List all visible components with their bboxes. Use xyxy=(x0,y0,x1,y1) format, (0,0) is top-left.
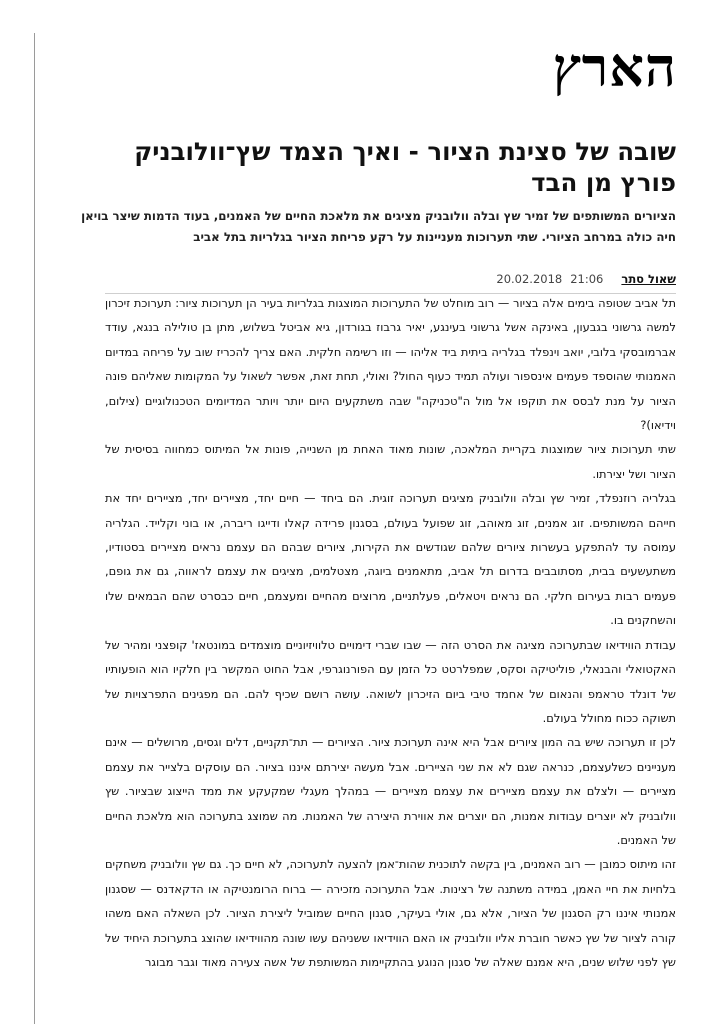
haaretz-logo[interactable]: הארץ xyxy=(552,35,677,99)
publish-time: 21:06 xyxy=(570,272,604,286)
article-paragraph: עבודת הווידיאו שבתערוכה מציגה את הסרט הזה — שבו שברי דימויים טלוויזיוניים מוצמדים במונטאז' קופצני ומהיר של האקטואלי והבנאלי, פוליטיקה וסקס, שמפלרטט כל הזמן עם הפורנוגרפי, אבל החוט המקשר בין חלקיו הוא הופעותיו של דונלד טראמפ והנאום של אחמד טיבי ביום הזיכרון לשואה. עושה רושם שכיף להם. הם מפגינים התפרצויות של תשוקה ככוח מחולל בעולם. xyxy=(105,637,676,725)
article-paragraph: זהו מיתוס כמובן — רוב האמנים, בין בקשה לתוכנית שהות־אמן להצעה לתערוכה, לא חיים כך. גם שץ וולובניק משחקים בלחיות את חיי האמן, במידה משתנה של רצינות. אבל התערוכה מזכירה — ברוח הרומנטיקה או הדקאדנס — שסגנון אמנותי איננו רק הסגנון של הציור, אלא גם, אולי בעיקר, סגנון החיים שמוביל ליצירת הציור. לכן השאלה האם משהו קורה לציור של שץ כאשר חוברת אליו וולובניק או האם הווידיאו ששניהם עשו שונה מהווידיאו שהוצג בתערוכת היחיד של שץ לפני שלוש שנים, היא אמנם שאלה של סגנון הנוגע בהתקיימות המשותפת של אשה צעירה מאוד וגבר מבוגר xyxy=(105,857,676,969)
article-paragraph: שתי תערוכות ציור שמוצגות בקריית המלאכה, שונות מאוד האחת מן השנייה, פונות אל המיתוס כמחווה בסיסית של הציור ושל יצירתו. xyxy=(105,442,676,481)
byline xyxy=(488,272,676,286)
publish-date: 20.02.2018 xyxy=(496,272,563,286)
article-paragraph: בגלריה רוזנפלד, זמיר שץ ובלה וולובניק מציגים תערוכה זוגית. הם ביחד — חיים יחד, מציירים יחד, מציירים יחד את חייהם המשותפים. זוג אמנים, זוג מאוהב, זוג שפועל בעולם, בסגנון פרידה קאלו ודייגו ריברה, או בוני וקלייד. הגלריה עמוסה עד להתפקע בעשרות ציורים שלהם שגודשים את הקירות, ציורים שבהם הם עצמם נראים מציירים בסטודיו, משתעשעים בבית, מסתובבים בדרום תל אביב, מתאמנים ביוגה, מצטלמים, מציגים את עצמם לראווה, גם את גופם, פעמים רבות בעירום חלקי. הם נראים ויטאלים, פעלתניים, מרוצים מהחיים ומעצמם, חיים כבסרט שהם הבמאים שלו והשחקנים בו. xyxy=(105,491,676,628)
page-margin-line xyxy=(34,33,35,1024)
article-body xyxy=(105,291,676,974)
author-link[interactable]: שאול סתר xyxy=(621,272,676,286)
article-paragraph: תל אביב שטופה בימים אלה בציור — רוב מוחלט של התערוכות המוצגות בגלריות בעיר הן תערוכות ציור: תערוכת זיכרון למשה גרשוני בגבעון, באינקה אשל גרשוני בעינגע, יאיר גרבוז בגורדון, גיא אביטל בשלוש, מתן בן טולילה בנגא, עודד אברמובסקי בלובי, יואב וינפלד בגלריה ביתית ביד אליהו — וזו רשימה חלקית. האם צריך להכריז שוב על פריחה במדיום האמנותי שהוספד פעמים אינספור ועולה תמיד כעוף החול? ואולי, תחת זאת, אפשר לשאול על המקומות שאליהם פונה הציור על מנת לבסס את תוקפו אל מול ה"טכניקה" שבה משתקעים היום יותר ויותר המדיומים הטכנולוגיים (צילום, וידיאו)? xyxy=(105,296,676,433)
article-paragraph: לכן זו תערוכה שיש בה המון ציורים אבל היא אינה תערוכת ציור. הציורים — תת־תקניים, דלים וגסים, מרושלים — אינם מעניינים כשלעצמם, כנראה שגם לא את שני הציירים. אבל מעשה יצירתם איננו בציור. הם עוסקים בלצייר את עצמם מציירים — ולצלם את עצמם מציירים את עצמם מציירים — במהלך מעגלי שמקעקע את ממד הייצוג שבציור. שץ וולובניק לא יוצרים עבודות אמנות, הם יוצרים את אווירת היצירה של האמנות. מה שמוצג בתערוכה הוא מלאכת החיים של האמנים. xyxy=(105,735,676,847)
article-standfirst: הציורים המשותפים של זמיר שץ ובלה וולובניק מציגים את מלאכת החיים של האמנים, בעוד הדמות שיצר בויאן חיה כולה במרחב הציורי. שתי תערוכות מעניינות על רקע פריחת הציור בגלריות בתל אביב xyxy=(81,209,676,244)
article-headline: שובה של סצינת הציור - ואיך הצמד שץ־וולובניק פורץ מן הבד xyxy=(134,137,676,197)
publish-timestamp xyxy=(488,272,603,286)
